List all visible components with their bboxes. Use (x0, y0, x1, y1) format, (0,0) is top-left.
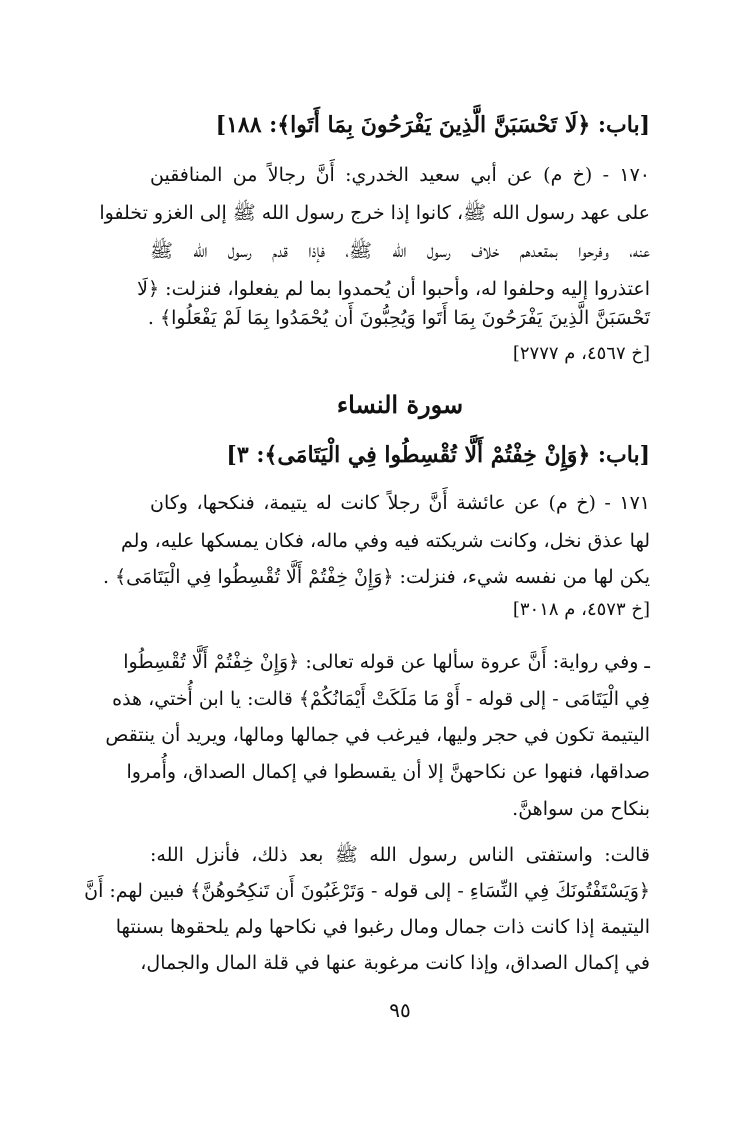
hadith-170-line-5: تَحْسَبَنَّ الَّذِينَ يَفْرَحُونَ بِمَا أَتَوا وَيُحِبُّونَ أَن يُحْمَدُوا بِمَا لَمْ يَفْعَلُوا﴾ . (147, 307, 650, 329)
qalat-line-2: ﴿وَيَسْتَفْتُونَكَ فِي النِّسَاءِ - إلى قوله - وَتَرْغَبُونَ أَن تَنكِحُوهُنَّ﴾ فبين لهم: أَنَّ (84, 880, 650, 902)
hadith-170-line-4: اعتذروا إليه وحلفوا له، وأحبوا أن يُحمدوا بما لم يفعلوا، فنزلت: ﴿لَا (137, 278, 650, 300)
riwaya-line-3: اليتيمة تكون في حجر وليها، فيرغب في جمالها ومالها، ويريد أن ينتقص (105, 724, 650, 746)
qalat-line-3: اليتيمة إذا كانت ذات جمال ومال رغبوا في نكاحها ولم يلحقوها بسنتها (115, 916, 650, 938)
chapter-heading-3: [باب: ﴿وَإِنْ خِفْتُمْ أَلَّا تُقْسِطُوا فِي الْيَتَامَى﴾: ٣] (226, 442, 650, 468)
chapter-heading-188: [باب: ﴿لَا تَحْسَبَنَّ الَّذِينَ يَفْرَحُونَ بِمَا أَتَوا﴾: ١٨٨] (215, 112, 650, 138)
page-number: ٩٥ (389, 998, 411, 1022)
riwaya-line-4: صداقها، فنهوا عن نكاحهنَّ إلا أن يقسطوا في إكمال الصداق، وأُمروا (126, 761, 650, 783)
hadith-170-reference: [خ ٤٥٦٧، م ٢٧٧٧] (512, 343, 650, 364)
hadith-170-line-3: عنه، وفرحوا بمقعدهم خلاف رسول الله ﷺ، فإذا قدم رسول الله ﷺ (150, 240, 650, 262)
hadith-170-line-2: على عهد رسول الله ﷺ، كانوا إذا خرج رسول الله ﷺ إلى الغزو تخلفوا (99, 202, 650, 224)
hadith-170-line-1: ١٧٠ - (خ م) عن أبي سعيد الخدري: أَنَّ رجالاً من المنافقين (150, 164, 650, 186)
qalat-line-4: في إكمال الصداق، وإذا كانت مرغوبة عنها في قلة المال والجمال، (140, 952, 650, 974)
riwaya-line-2: فِي الْيَتَامَى - إلى قوله - أَوْ مَا مَلَكَتْ أَيْمَانُكُمْ﴾ قالت: يا ابن أُختي، هذه (112, 688, 650, 710)
hadith-171-reference: [خ ٤٥٧٣، م ٣٠١٨] (512, 599, 650, 620)
qalat-line-1: قالت: واستفتى الناس رسول الله ﷺ بعد ذلك، فأنزل الله: (150, 844, 650, 866)
riwaya-line-5: بنكاح من سواهنَّ. (512, 798, 650, 820)
hadith-171-line-1: ١٧١ - (خ م) عن عائشة أَنَّ رجلاً كانت له يتيمة، فنكحها، وكان (150, 492, 650, 514)
hadith-171-line-3: يكن لها من نفسه شيء، فنزلت: ﴿وَإِنْ خِفْتُمْ أَلَّا تُقْسِطُوا فِي الْيَتَامَى﴾ . (102, 566, 650, 588)
riwaya-line-1: ـ وفي رواية: أَنَّ عروة سألها عن قوله تعالى: ﴿وَإِنْ خِفْتُمْ أَلَّا تُقْسِطُوا (123, 651, 650, 673)
hadith-171-line-2: لها عذق نخل، وكانت شريكته فيه وفي ماله، فكان يمسكها عليه، ولم (121, 530, 650, 552)
surah-title: سورة النساء (336, 390, 464, 419)
